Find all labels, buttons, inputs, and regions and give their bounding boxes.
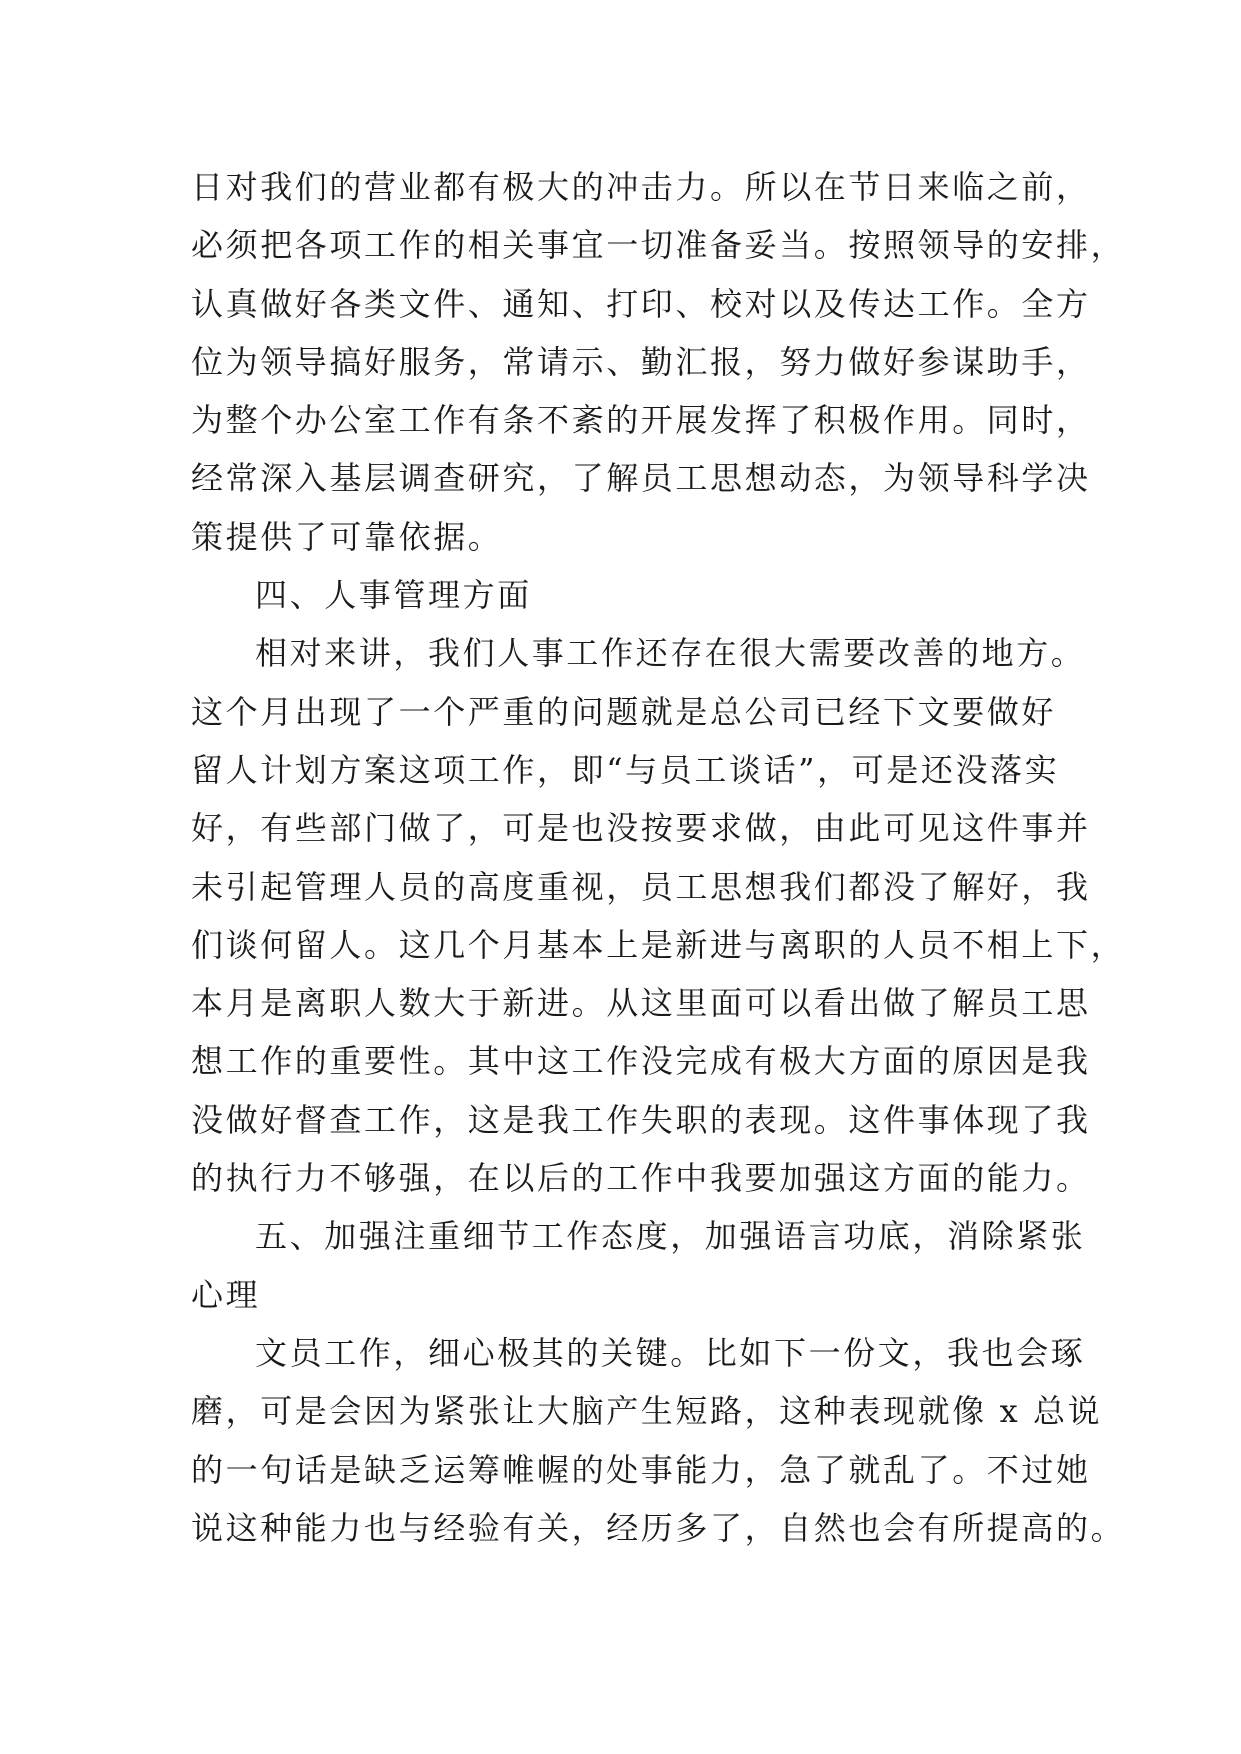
text-line: 的一句话是缺乏运筹帷幄的处事能力，急了就乱了。不过她 [191, 1450, 1091, 1489]
text-line: 的执行力不够强，在以后的工作中我要加强这方面的能力。 [191, 1159, 1091, 1198]
text-line: 认真做好各类文件、通知、打印、校对以及传达工作。全方 [191, 284, 1091, 323]
section-heading-personnel [191, 566, 1091, 624]
text-line: 们谈何留人。这几个月基本上是新进与离职的人员不相上下， [191, 925, 1126, 964]
text-line: 必须把各项工作的相关事宜一切准备妥当。按照领导的安排， [191, 226, 1126, 265]
heading-line: 心理 [191, 1275, 261, 1314]
paragraph-preparation [191, 158, 1126, 566]
paragraph-clerk-work [191, 1324, 1126, 1557]
document-body [191, 158, 1126, 1557]
text-line: 本月是离职人数大于新进。从这里面可以看出做了解员工思 [191, 984, 1091, 1023]
text-line: 文员工作，细心极其的关键。比如下一份文，我也会琢 [255, 1333, 1086, 1372]
text-line: 未引起管理人员的高度重视，员工思想我们都没了解好，我 [191, 867, 1091, 906]
text-line: 日对我们的营业都有极大的冲击力。所以在节日来临之前， [191, 168, 1091, 206]
paragraph-personnel [191, 624, 1126, 1207]
heading-line: 五、加强注重细节工作态度，加强语言功底，消除紧张 [255, 1217, 1086, 1256]
text-line: 想工作的重要性。其中这工作没完成有极大方面的原因是我 [191, 1042, 1091, 1081]
text-line: 没做好督查工作，这是我工作失职的表现。这件事体现了我 [191, 1100, 1091, 1139]
text-line: 这个月出现了一个严重的问题就是总公司已经下文要做好 [191, 692, 1057, 731]
section-heading-details [191, 1207, 1091, 1324]
text-line: 经常深入基层调查研究，了解员工思想动态，为领导科学决 [191, 459, 1091, 498]
text-line: 留人计划方案这项工作，即“与员工谈话”，可是还没落实 [191, 750, 1060, 789]
text-line: 相对来讲，我们人事工作还存在很大需要改善的地方。 [255, 634, 1086, 673]
text-line: 好，有些部门做了，可是也没按要求做，由此可见这件事并 [191, 809, 1091, 848]
heading-line: 四、人事管理方面 [255, 576, 532, 615]
text-line: 说这种能力也与经验有关，经历多了，自然也会有所提高的。 [191, 1508, 1126, 1547]
text-line: 位为领导搞好服务，常请示、勤汇报，努力做好参谋助手， [191, 342, 1091, 381]
text-line: 为整个办公室工作有条不紊的开展发挥了积极作用。同时， [191, 401, 1091, 440]
text-line: 策提供了可靠依据。 [191, 517, 503, 556]
text-line: 磨，可是会因为紧张让大脑产生短路，这种表现就像 x 总说 [191, 1392, 1103, 1431]
